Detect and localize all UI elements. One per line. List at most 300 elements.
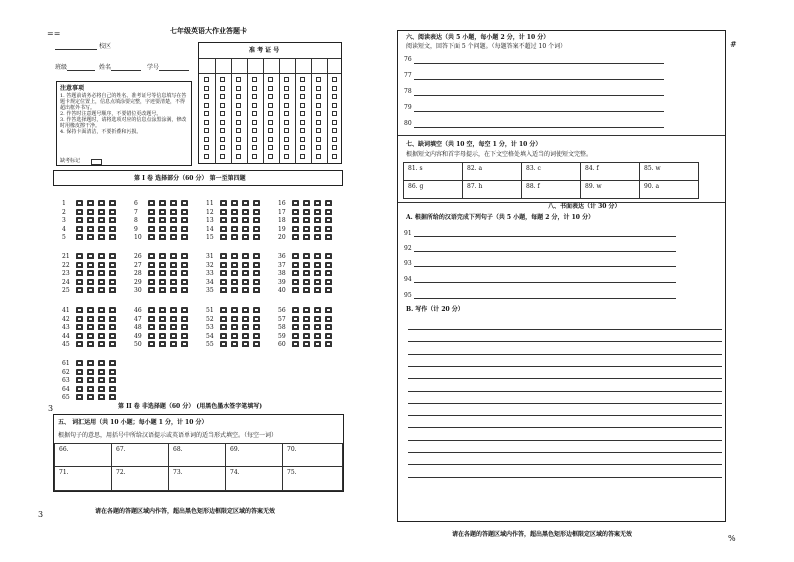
answer-bubble[interactable] bbox=[242, 217, 249, 223]
answer-bubble[interactable] bbox=[220, 217, 227, 223]
exam-digit-bubble[interactable] bbox=[236, 111, 241, 116]
answer-bubble[interactable] bbox=[253, 333, 260, 339]
exam-digit-bubble[interactable] bbox=[204, 86, 209, 91]
exam-digit-bubble[interactable] bbox=[204, 103, 209, 108]
answer-bubble[interactable] bbox=[314, 226, 321, 232]
exam-digit-bubble[interactable] bbox=[204, 120, 209, 125]
answer-bubble[interactable] bbox=[98, 262, 105, 268]
answer-bubble[interactable] bbox=[148, 209, 155, 215]
exam-digit-bubble[interactable] bbox=[300, 86, 305, 91]
answer-bubble[interactable] bbox=[325, 253, 332, 259]
answer-bubble[interactable] bbox=[325, 287, 332, 293]
answer-bubble[interactable] bbox=[181, 316, 188, 322]
exam-digit-bubble[interactable] bbox=[268, 128, 273, 133]
answer-bubble[interactable] bbox=[159, 200, 166, 206]
answer-line-92[interactable] bbox=[414, 251, 676, 252]
answer-bubble[interactable] bbox=[76, 360, 83, 366]
answer-bubble[interactable] bbox=[181, 262, 188, 268]
answer-bubble[interactable] bbox=[76, 307, 83, 313]
answer-bubble[interactable] bbox=[87, 253, 94, 259]
exam-digit-bubble[interactable] bbox=[268, 103, 273, 108]
answer-bubble[interactable] bbox=[314, 279, 321, 285]
exam-digit-bubble[interactable] bbox=[236, 128, 241, 133]
answer-bubble[interactable] bbox=[170, 209, 177, 215]
answer-bubble[interactable] bbox=[170, 287, 177, 293]
answer-bubble[interactable] bbox=[109, 270, 116, 276]
essay-line[interactable] bbox=[408, 366, 722, 367]
answer-bubble[interactable] bbox=[181, 226, 188, 232]
answer-bubble[interactable] bbox=[87, 386, 94, 392]
answer-bubble[interactable] bbox=[159, 209, 166, 215]
answer-bubble[interactable] bbox=[303, 209, 310, 215]
answer-bubble[interactable] bbox=[98, 377, 105, 383]
cloze-cell-90[interactable]: 90. a bbox=[639, 180, 699, 199]
answer-bubble[interactable] bbox=[253, 217, 260, 223]
answer-bubble[interactable] bbox=[148, 262, 155, 268]
exam-digit-bubble[interactable] bbox=[236, 103, 241, 108]
essay-line[interactable] bbox=[408, 464, 722, 465]
cloze-cell-89[interactable]: 89. w bbox=[580, 180, 640, 199]
answer-bubble[interactable] bbox=[292, 200, 299, 206]
essay-line[interactable] bbox=[408, 378, 722, 379]
answer-bubble[interactable] bbox=[253, 316, 260, 322]
answer-bubble[interactable] bbox=[148, 217, 155, 223]
exam-digit-bubble[interactable] bbox=[252, 86, 257, 91]
answer-bubble[interactable] bbox=[98, 369, 105, 375]
exam-digit-bubble[interactable] bbox=[284, 94, 289, 99]
answer-bubble[interactable] bbox=[242, 324, 249, 330]
answer-bubble[interactable] bbox=[159, 262, 166, 268]
answer-bubble[interactable] bbox=[98, 394, 105, 400]
answer-bubble[interactable] bbox=[87, 200, 94, 206]
exam-digit-bubble[interactable] bbox=[268, 145, 273, 150]
answer-bubble[interactable] bbox=[98, 333, 105, 339]
answer-line-80[interactable] bbox=[414, 127, 664, 128]
answer-bubble[interactable] bbox=[181, 270, 188, 276]
answer-bubble[interactable] bbox=[220, 234, 227, 240]
answer-bubble[interactable] bbox=[170, 341, 177, 347]
answer-bubble[interactable] bbox=[181, 307, 188, 313]
exam-digit-bubble[interactable] bbox=[204, 154, 209, 159]
answer-bubble[interactable] bbox=[76, 386, 83, 392]
exam-digit-bubble[interactable] bbox=[252, 94, 257, 99]
answer-bubble[interactable] bbox=[292, 287, 299, 293]
answer-bubble[interactable] bbox=[87, 287, 94, 293]
answer-bubble[interactable] bbox=[303, 226, 310, 232]
answer-bubble[interactable] bbox=[148, 333, 155, 339]
exam-digit-bubble[interactable] bbox=[204, 77, 209, 82]
answer-bubble[interactable] bbox=[98, 324, 105, 330]
answer-bubble[interactable] bbox=[314, 253, 321, 259]
answer-bubble[interactable] bbox=[325, 200, 332, 206]
exam-digit-bubble[interactable] bbox=[252, 103, 257, 108]
answer-bubble[interactable] bbox=[109, 394, 116, 400]
exam-digit-bubble[interactable] bbox=[300, 145, 305, 150]
answer-bubble[interactable] bbox=[159, 226, 166, 232]
answer-bubble[interactable] bbox=[170, 217, 177, 223]
cloze-cell-86[interactable]: 86. g bbox=[403, 180, 463, 199]
answer-bubble[interactable] bbox=[220, 253, 227, 259]
exam-digit-bubble[interactable] bbox=[268, 120, 273, 125]
exam-digit-bubble[interactable] bbox=[332, 77, 337, 82]
vocab-cell-66[interactable]: 66. bbox=[54, 443, 112, 467]
answer-bubble[interactable] bbox=[109, 341, 116, 347]
answer-bubble[interactable] bbox=[98, 287, 105, 293]
exam-digit-bubble[interactable] bbox=[284, 145, 289, 150]
answer-bubble[interactable] bbox=[220, 316, 227, 322]
answer-bubble[interactable] bbox=[76, 270, 83, 276]
answer-bubble[interactable] bbox=[76, 369, 83, 375]
answer-bubble[interactable] bbox=[242, 209, 249, 215]
exam-digit-bubble[interactable] bbox=[268, 86, 273, 91]
answer-bubble[interactable] bbox=[325, 226, 332, 232]
exam-digit-bubble[interactable] bbox=[284, 77, 289, 82]
answer-bubble[interactable] bbox=[303, 234, 310, 240]
answer-bubble[interactable] bbox=[242, 316, 249, 322]
answer-bubble[interactable] bbox=[253, 253, 260, 259]
answer-bubble[interactable] bbox=[231, 316, 238, 322]
answer-bubble[interactable] bbox=[242, 226, 249, 232]
answer-bubble[interactable] bbox=[253, 287, 260, 293]
answer-bubble[interactable] bbox=[109, 279, 116, 285]
answer-bubble[interactable] bbox=[242, 234, 249, 240]
answer-bubble[interactable] bbox=[87, 307, 94, 313]
answer-bubble[interactable] bbox=[231, 262, 238, 268]
exam-digit-bubble[interactable] bbox=[236, 86, 241, 91]
answer-bubble[interactable] bbox=[253, 200, 260, 206]
answer-bubble[interactable] bbox=[242, 333, 249, 339]
answer-bubble[interactable] bbox=[292, 217, 299, 223]
essay-line[interactable] bbox=[408, 440, 722, 441]
answer-bubble[interactable] bbox=[231, 200, 238, 206]
answer-line-93[interactable] bbox=[414, 266, 676, 267]
vocab-cell-70[interactable]: 70. bbox=[282, 443, 343, 467]
exam-digit-bubble[interactable] bbox=[332, 103, 337, 108]
exam-digit-bubble[interactable] bbox=[252, 145, 257, 150]
answer-bubble[interactable] bbox=[253, 234, 260, 240]
exam-digit-bubble[interactable] bbox=[252, 111, 257, 116]
answer-bubble[interactable] bbox=[314, 287, 321, 293]
answer-bubble[interactable] bbox=[303, 307, 310, 313]
answer-bubble[interactable] bbox=[109, 287, 116, 293]
answer-line-77[interactable] bbox=[414, 79, 664, 80]
answer-line-94[interactable] bbox=[414, 282, 676, 283]
answer-bubble[interactable] bbox=[242, 200, 249, 206]
answer-bubble[interactable] bbox=[109, 377, 116, 383]
answer-bubble[interactable] bbox=[87, 270, 94, 276]
answer-bubble[interactable] bbox=[314, 316, 321, 322]
exam-digit-bubble[interactable] bbox=[316, 154, 321, 159]
answer-bubble[interactable] bbox=[292, 253, 299, 259]
answer-bubble[interactable] bbox=[303, 262, 310, 268]
answer-bubble[interactable] bbox=[98, 234, 105, 240]
answer-bubble[interactable] bbox=[325, 209, 332, 215]
answer-bubble[interactable] bbox=[181, 253, 188, 259]
answer-bubble[interactable] bbox=[170, 234, 177, 240]
answer-bubble[interactable] bbox=[76, 262, 83, 268]
exam-digit-bubble[interactable] bbox=[252, 137, 257, 142]
answer-bubble[interactable] bbox=[292, 307, 299, 313]
answer-bubble[interactable] bbox=[181, 324, 188, 330]
answer-bubble[interactable] bbox=[170, 200, 177, 206]
answer-bubble[interactable] bbox=[159, 287, 166, 293]
exam-digit-bubble[interactable] bbox=[220, 137, 225, 142]
answer-bubble[interactable] bbox=[253, 324, 260, 330]
answer-bubble[interactable] bbox=[87, 369, 94, 375]
answer-bubble[interactable] bbox=[159, 217, 166, 223]
exam-digit-bubble[interactable] bbox=[236, 154, 241, 159]
answer-line-79[interactable] bbox=[414, 111, 664, 112]
answer-bubble[interactable] bbox=[303, 217, 310, 223]
exam-digit-bubble[interactable] bbox=[300, 154, 305, 159]
answer-bubble[interactable] bbox=[325, 307, 332, 313]
exam-digit-bubble[interactable] bbox=[268, 94, 273, 99]
answer-bubble[interactable] bbox=[159, 234, 166, 240]
answer-bubble[interactable] bbox=[76, 394, 83, 400]
answer-bubble[interactable] bbox=[109, 253, 116, 259]
answer-bubble[interactable] bbox=[253, 270, 260, 276]
answer-bubble[interactable] bbox=[148, 279, 155, 285]
answer-bubble[interactable] bbox=[109, 262, 116, 268]
answer-bubble[interactable] bbox=[231, 341, 238, 347]
exam-digit-bubble[interactable] bbox=[204, 137, 209, 142]
answer-bubble[interactable] bbox=[220, 324, 227, 330]
exam-digit-bubble[interactable] bbox=[332, 154, 337, 159]
answer-bubble[interactable] bbox=[220, 200, 227, 206]
answer-bubble[interactable] bbox=[292, 324, 299, 330]
answer-bubble[interactable] bbox=[242, 279, 249, 285]
answer-bubble[interactable] bbox=[231, 234, 238, 240]
exam-digit-bubble[interactable] bbox=[220, 94, 225, 99]
answer-bubble[interactable] bbox=[181, 341, 188, 347]
answer-bubble[interactable] bbox=[253, 262, 260, 268]
answer-bubble[interactable] bbox=[148, 316, 155, 322]
answer-bubble[interactable] bbox=[292, 316, 299, 322]
answer-bubble[interactable] bbox=[76, 316, 83, 322]
answer-bubble[interactable] bbox=[253, 341, 260, 347]
exam-digit-bubble[interactable] bbox=[300, 94, 305, 99]
answer-bubble[interactable] bbox=[253, 279, 260, 285]
answer-bubble[interactable] bbox=[170, 253, 177, 259]
answer-bubble[interactable] bbox=[292, 341, 299, 347]
exam-digit-bubble[interactable] bbox=[236, 120, 241, 125]
answer-bubble[interactable] bbox=[303, 341, 310, 347]
exam-digit-bubble[interactable] bbox=[300, 77, 305, 82]
exam-digit-bubble[interactable] bbox=[332, 137, 337, 142]
exam-digit-bubble[interactable] bbox=[220, 77, 225, 82]
answer-bubble[interactable] bbox=[170, 270, 177, 276]
answer-bubble[interactable] bbox=[98, 316, 105, 322]
answer-bubble[interactable] bbox=[76, 333, 83, 339]
exam-digit-bubble[interactable] bbox=[236, 145, 241, 150]
answer-bubble[interactable] bbox=[87, 341, 94, 347]
answer-bubble[interactable] bbox=[148, 307, 155, 313]
answer-bubble[interactable] bbox=[253, 209, 260, 215]
vocab-cell-74[interactable]: 74. bbox=[225, 466, 283, 491]
answer-bubble[interactable] bbox=[98, 270, 105, 276]
answer-bubble[interactable] bbox=[325, 270, 332, 276]
answer-bubble[interactable] bbox=[303, 324, 310, 330]
answer-bubble[interactable] bbox=[109, 209, 116, 215]
answer-bubble[interactable] bbox=[148, 200, 155, 206]
answer-bubble[interactable] bbox=[325, 324, 332, 330]
exam-digit-bubble[interactable] bbox=[252, 120, 257, 125]
answer-bubble[interactable] bbox=[87, 226, 94, 232]
essay-line[interactable] bbox=[408, 415, 722, 416]
exam-digit-bubble[interactable] bbox=[220, 86, 225, 91]
vocab-cell-72[interactable]: 72. bbox=[111, 466, 169, 491]
answer-bubble[interactable] bbox=[181, 200, 188, 206]
answer-bubble[interactable] bbox=[303, 200, 310, 206]
exam-digit-bubble[interactable] bbox=[220, 145, 225, 150]
exam-digit-bubble[interactable] bbox=[204, 94, 209, 99]
exam-digit-bubble[interactable] bbox=[284, 103, 289, 108]
cloze-cell-87[interactable]: 87. h bbox=[462, 180, 522, 199]
answer-bubble[interactable] bbox=[98, 253, 105, 259]
exam-digit-bubble[interactable] bbox=[332, 128, 337, 133]
answer-bubble[interactable] bbox=[231, 333, 238, 339]
answer-bubble[interactable] bbox=[98, 209, 105, 215]
answer-bubble[interactable] bbox=[325, 279, 332, 285]
answer-bubble[interactable] bbox=[159, 270, 166, 276]
exam-digit-bubble[interactable] bbox=[268, 77, 273, 82]
vocab-cell-67[interactable]: 67. bbox=[111, 443, 169, 467]
answer-bubble[interactable] bbox=[314, 324, 321, 330]
exam-digit-bubble[interactable] bbox=[204, 145, 209, 150]
answer-bubble[interactable] bbox=[303, 287, 310, 293]
cloze-cell-84[interactable]: 84. f bbox=[580, 162, 640, 181]
exam-digit-bubble[interactable] bbox=[332, 94, 337, 99]
answer-bubble[interactable] bbox=[87, 262, 94, 268]
answer-bubble[interactable] bbox=[231, 217, 238, 223]
answer-bubble[interactable] bbox=[220, 341, 227, 347]
answer-bubble[interactable] bbox=[148, 324, 155, 330]
exam-digit-bubble[interactable] bbox=[252, 154, 257, 159]
answer-bubble[interactable] bbox=[109, 333, 116, 339]
essay-line[interactable] bbox=[408, 391, 722, 392]
answer-bubble[interactable] bbox=[109, 226, 116, 232]
answer-bubble[interactable] bbox=[181, 287, 188, 293]
exam-digit-bubble[interactable] bbox=[300, 111, 305, 116]
answer-bubble[interactable] bbox=[325, 262, 332, 268]
answer-bubble[interactable] bbox=[109, 234, 116, 240]
exam-digit-bubble[interactable] bbox=[252, 77, 257, 82]
cloze-cell-81[interactable]: 81. s bbox=[403, 162, 463, 181]
vocab-cell-69[interactable]: 69. bbox=[225, 443, 283, 467]
answer-bubble[interactable] bbox=[314, 341, 321, 347]
answer-bubble[interactable] bbox=[242, 262, 249, 268]
answer-bubble[interactable] bbox=[170, 279, 177, 285]
answer-bubble[interactable] bbox=[76, 324, 83, 330]
vocab-cell-71[interactable]: 71. bbox=[54, 466, 112, 491]
answer-bubble[interactable] bbox=[109, 369, 116, 375]
answer-bubble[interactable] bbox=[159, 316, 166, 322]
answer-bubble[interactable] bbox=[76, 279, 83, 285]
cloze-cell-88[interactable]: 88. f bbox=[521, 180, 581, 199]
answer-bubble[interactable] bbox=[292, 234, 299, 240]
exam-digit-bubble[interactable] bbox=[220, 103, 225, 108]
answer-bubble[interactable] bbox=[76, 217, 83, 223]
answer-bubble[interactable] bbox=[231, 226, 238, 232]
exam-digit-bubble[interactable] bbox=[252, 128, 257, 133]
answer-bubble[interactable] bbox=[181, 209, 188, 215]
answer-bubble[interactable] bbox=[231, 279, 238, 285]
answer-bubble[interactable] bbox=[148, 270, 155, 276]
answer-bubble[interactable] bbox=[148, 226, 155, 232]
vocab-cell-73[interactable]: 73. bbox=[168, 466, 226, 491]
essay-line[interactable] bbox=[408, 427, 722, 428]
answer-bubble[interactable] bbox=[181, 234, 188, 240]
answer-bubble[interactable] bbox=[220, 333, 227, 339]
answer-bubble[interactable] bbox=[76, 209, 83, 215]
answer-bubble[interactable] bbox=[242, 287, 249, 293]
exam-digit-bubble[interactable] bbox=[332, 120, 337, 125]
exam-digit-bubble[interactable] bbox=[300, 137, 305, 142]
answer-bubble[interactable] bbox=[159, 279, 166, 285]
answer-bubble[interactable] bbox=[87, 324, 94, 330]
answer-bubble[interactable] bbox=[220, 270, 227, 276]
answer-bubble[interactable] bbox=[159, 324, 166, 330]
answer-bubble[interactable] bbox=[314, 217, 321, 223]
cloze-cell-82[interactable]: 82. a bbox=[462, 162, 522, 181]
answer-bubble[interactable] bbox=[220, 209, 227, 215]
exam-digit-bubble[interactable] bbox=[236, 77, 241, 82]
answer-bubble[interactable] bbox=[159, 253, 166, 259]
answer-bubble[interactable] bbox=[303, 279, 310, 285]
answer-bubble[interactable] bbox=[98, 217, 105, 223]
answer-bubble[interactable] bbox=[148, 287, 155, 293]
answer-bubble[interactable] bbox=[231, 253, 238, 259]
answer-bubble[interactable] bbox=[314, 307, 321, 313]
exam-digit-bubble[interactable] bbox=[236, 137, 241, 142]
answer-bubble[interactable] bbox=[242, 307, 249, 313]
answer-bubble[interactable] bbox=[292, 270, 299, 276]
exam-digit-bubble[interactable] bbox=[268, 137, 273, 142]
answer-bubble[interactable] bbox=[231, 270, 238, 276]
answer-bubble[interactable] bbox=[292, 279, 299, 285]
answer-bubble[interactable] bbox=[253, 307, 260, 313]
answer-bubble[interactable] bbox=[292, 209, 299, 215]
answer-bubble[interactable] bbox=[231, 209, 238, 215]
exam-digit-bubble[interactable] bbox=[284, 86, 289, 91]
answer-bubble[interactable] bbox=[109, 217, 116, 223]
answer-line-76[interactable] bbox=[414, 63, 664, 64]
exam-digit-bubble[interactable] bbox=[316, 77, 321, 82]
exam-digit-bubble[interactable] bbox=[300, 120, 305, 125]
exam-digit-bubble[interactable] bbox=[316, 111, 321, 116]
exam-digit-bubble[interactable] bbox=[268, 154, 273, 159]
answer-bubble[interactable] bbox=[303, 333, 310, 339]
answer-bubble[interactable] bbox=[87, 377, 94, 383]
answer-bubble[interactable] bbox=[109, 316, 116, 322]
essay-line[interactable] bbox=[408, 341, 722, 342]
answer-bubble[interactable] bbox=[148, 234, 155, 240]
answer-bubble[interactable] bbox=[76, 253, 83, 259]
exam-digit-bubble[interactable] bbox=[316, 86, 321, 91]
answer-bubble[interactable] bbox=[292, 226, 299, 232]
answer-bubble[interactable] bbox=[87, 316, 94, 322]
exam-digit-bubble[interactable] bbox=[284, 137, 289, 142]
answer-bubble[interactable] bbox=[98, 279, 105, 285]
answer-bubble[interactable] bbox=[231, 324, 238, 330]
answer-bubble[interactable] bbox=[292, 262, 299, 268]
answer-bubble[interactable] bbox=[98, 226, 105, 232]
answer-bubble[interactable] bbox=[87, 234, 94, 240]
answer-bubble[interactable] bbox=[314, 262, 321, 268]
exam-digit-bubble[interactable] bbox=[220, 120, 225, 125]
answer-bubble[interactable] bbox=[87, 394, 94, 400]
answer-line-95[interactable] bbox=[414, 298, 676, 299]
